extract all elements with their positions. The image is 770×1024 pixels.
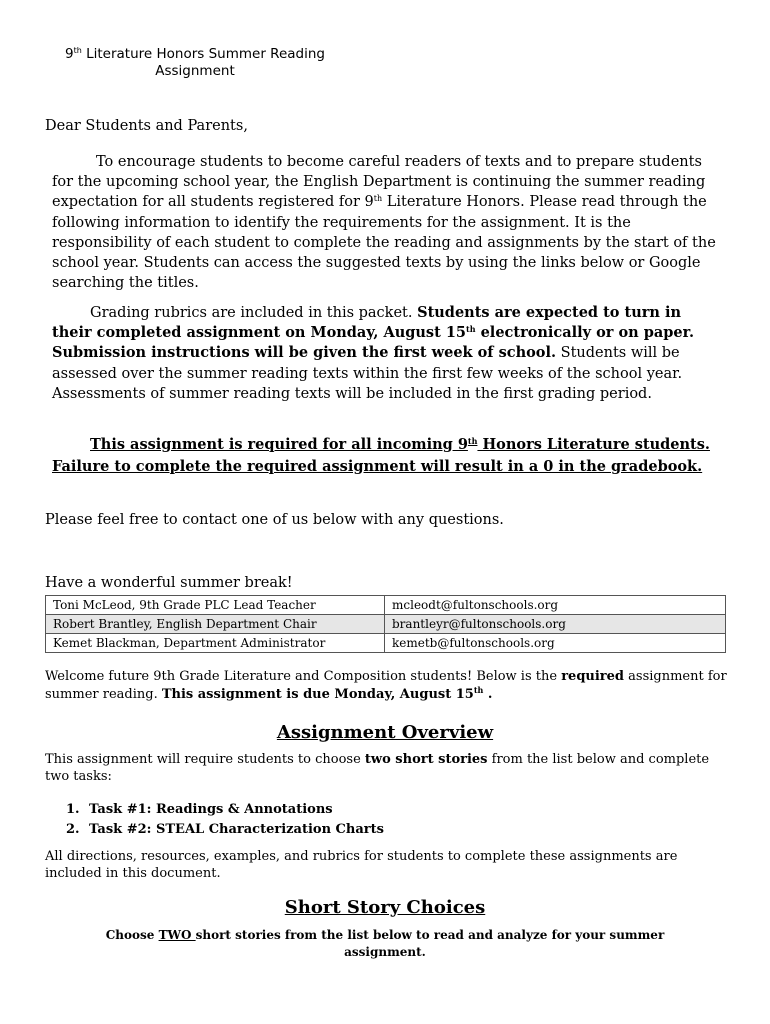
closing-line: Have a wonderful summer break! xyxy=(45,575,293,591)
document-title xyxy=(40,46,350,80)
contact-name: Kemet Blackman, Department Administrator xyxy=(46,634,385,653)
contact-email: brantleyr@fultonschools.org xyxy=(385,615,726,634)
list-item: 2. Task #2: STEAL Characterization Charts xyxy=(66,821,384,837)
list-item: 1. Task #1: Readings & Annotations xyxy=(66,802,333,817)
document-title-line1: 9th Literature Honors Summer Reading xyxy=(65,46,325,62)
short-story-choices-heading: Short Story Choices xyxy=(284,897,486,918)
greeting: Dear Students and Parents, xyxy=(45,118,248,134)
table-row xyxy=(46,634,726,653)
overview-paragraph: This assignment will require students to choose two short stories from the list below and complete two tasks: xyxy=(45,752,710,784)
task-list xyxy=(66,800,384,839)
contact-email: kemetb@fultonschools.org xyxy=(385,634,726,653)
assignment-overview-heading: Assignment Overview xyxy=(276,722,494,743)
table-row xyxy=(46,615,726,634)
intro-paragraph: To encourage students to become careful readers of texts and to prepare students for the upcoming school year, the English Department is continuing the summer reading expectation for all students registered for 9th Literature Honors. Please read through the following information to identify the requirements for the assignment. It is the responsibility of each student to complete the reading and assignments by the start of the school year. Students can access the suggested texts by using the links below or Google searching the titles. xyxy=(52,154,716,292)
contact-name: Robert Brantley, English Department Chair xyxy=(46,615,385,634)
choose-instruction: Choose TWO short stories from the list below to read and analyze for your summer assignment. xyxy=(105,928,665,959)
grading-paragraph: Grading rubrics are included in this packet. Students are expected to turn in their completed assignment on Monday, August 15th electronically or on paper. Submission instructions will be given the first week of school. Students will be assessed over the summer reading texts within the first few weeks of the school year. Assessments of summer reading texts will be included in the first grading period. xyxy=(52,304,695,402)
directions-paragraph: All directions, resources, examples, and rubrics for students to complete these assignments are included in this document. xyxy=(45,849,678,881)
document-title-line2: Assignment xyxy=(155,63,235,79)
table-row xyxy=(46,596,726,615)
requirement-paragraph: This assignment is required for all incoming 9th Honors Literature students. Failure to complete the required assignment will result in a 0 in the gradebook. xyxy=(52,436,710,475)
contact-name: Toni McLeod, 9th Grade PLC Lead Teacher xyxy=(46,596,385,615)
welcome-paragraph: Welcome future 9th Grade Literature and Composition students! Below is the required assignment for summer reading. This assignment is due Monday, August 15th . xyxy=(45,669,727,702)
contact-email: mcleodt@fultonschools.org xyxy=(385,596,726,615)
contact-line: Please feel free to contact one of us below with any questions. xyxy=(45,512,504,528)
contacts-table xyxy=(45,595,726,653)
